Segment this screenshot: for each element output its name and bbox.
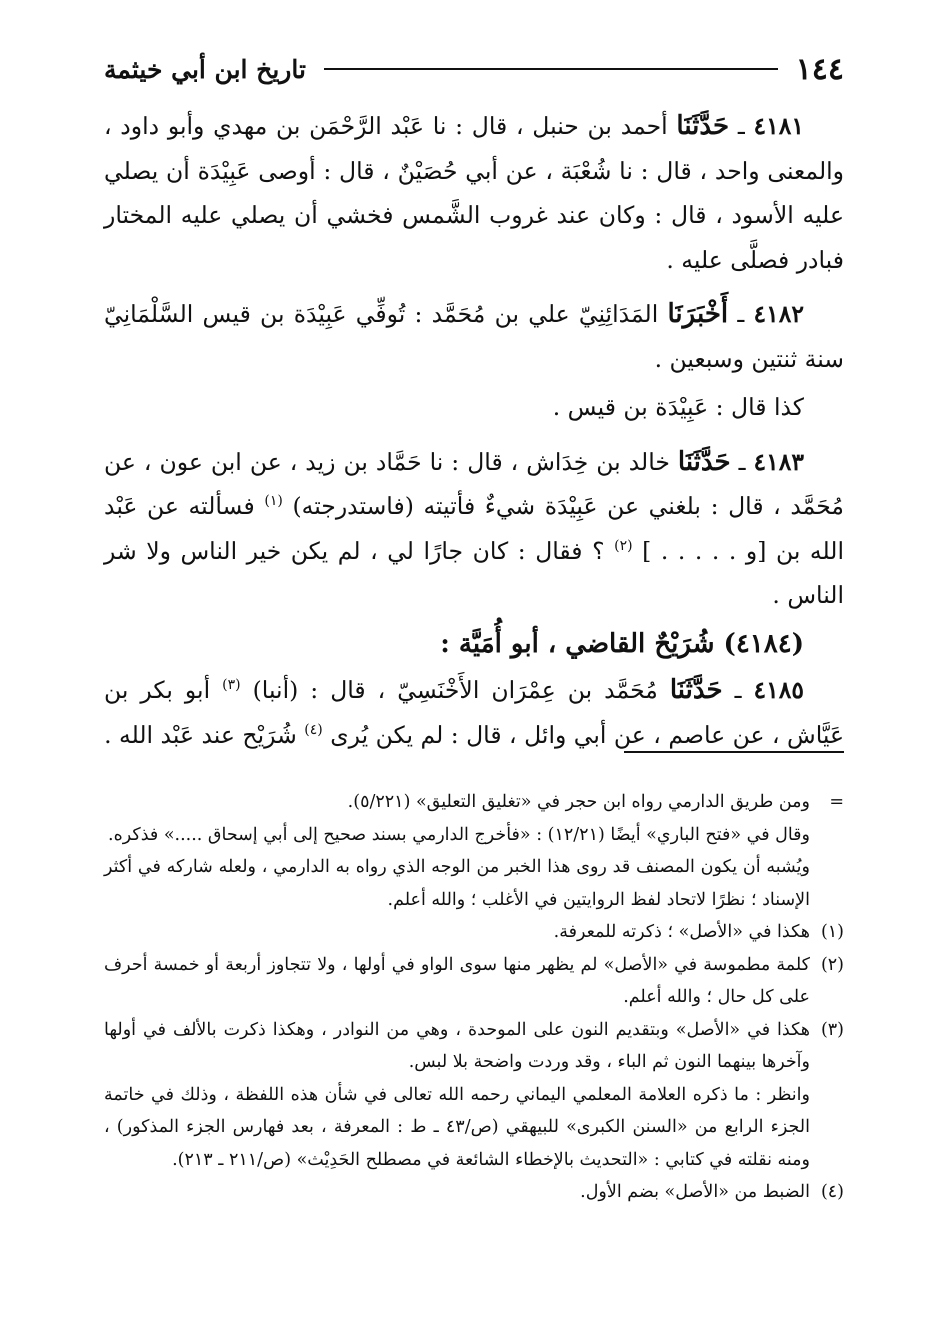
footnote-label: (٣) <box>820 1019 844 1040</box>
entry-keyword: حَدَّثَنَا <box>677 446 731 477</box>
entry-number: ٤١٨١ <box>753 112 804 140</box>
footnote-label: = <box>829 792 844 812</box>
footnote-text: هكذا في «الأصل» وبتقديم النون على الموحدة ، وهي من النوادر ، وهكذا ذكرت بالألف في أولها وآخرها بينهما النون ثم الباء ، وقد وردت واضحة بلا لبس. <box>104 1019 810 1072</box>
biography-heading: (٤١٨٤) شُرَيْحٌ القاضي ، أبو أُمَيَّة : <box>440 628 804 659</box>
entry-number: ٤١٨٢ <box>753 300 804 328</box>
footnote-label: (٤) <box>820 1182 844 1202</box>
main-text <box>104 104 844 767</box>
footnote-separator <box>624 751 844 753</box>
page-number: ١٤٤ <box>795 51 844 87</box>
footnote-text: وقال في «فتح الباري» أيضًا (١٢/٢١) : «فأخرج الدارمي بسند صحيح إلى أبي إسحاق .....» فذكره. <box>108 824 810 845</box>
entry-text: المَدَائِنِيّ علي بن مُحَمَّد : تُوفِّي عَبِيْدَة بن قيس السَّلْمَانِيّ سنة ثنتين وسبعين . <box>104 300 844 373</box>
footnote-text: وانظر : ما ذكره العلامة المعلمي اليماني رحمه الله تعالى في شأن هذه اللفظة ، وذلك في خاتمة الجزء الرابع من «السنن الكبرى» للبيهقي (ص/٤٣ ـ ط : المعرفة ، بعد فهارس الجزء المذكور) ، ومنه نقلته في كتابي : «التحديث بالإخطاء الشائعة في مصطلح الحَدِيْث» (ص/٢١١ ـ ٢١٣). <box>104 1084 811 1170</box>
footnote-label: (١) <box>820 922 844 942</box>
entry-text: خالد بن خِدَاش ، قال : نا حَمَّاد بن زيد ، عن ابن عون ، عن مُحَمَّد ، قال : بلغني عن عَبِيْدَة شيءٌ فأتيته (فاستدرجته) <box>104 447 845 520</box>
entry-number: ٤١٨٥ <box>753 676 804 704</box>
entry-text: فسألته عن عَبْد الله بن [و . . . . . ] <box>104 492 844 565</box>
dash: ـ <box>729 112 745 140</box>
entry-text: أبو بكر بن عَيَّاش ، عن عاصم ، عن أبي وائل ، قال : لم يكن يُرى <box>104 676 844 749</box>
footnote-text: ويُشبه أن يكون المصنف قد روى هذا الخبر من الوجه الذي رواه به الدارمي ، ولعله شاركه في أكثر الإسناد ؛ نظرًا لاتحاد لفظ الروايتين في الأغلب ؛ والله أعلم. <box>104 857 810 910</box>
footnote-ref: (٣) <box>222 677 241 694</box>
entry-text: كذا قال : عَبِيْدَة بن قيس . <box>552 393 804 421</box>
footnote-text: كلمة مطموسة في «الأصل» لم يظهر منها سوى الواو في أولها ، ولا تتجاوز أربعة أو خمسة أحرف على كل حال ؛ والله أعلم. <box>104 954 810 1007</box>
entry-4185 <box>104 668 844 757</box>
footnote-item <box>104 949 844 1014</box>
entry-keyword: حَدَّثَنَا <box>669 675 723 705</box>
entry-number: ٤١٨٣ <box>753 447 805 476</box>
footnote-ref: (٤) <box>304 721 323 738</box>
footnotes <box>104 786 844 1209</box>
entry-4181 <box>104 104 844 282</box>
footnote-text: ومن طريق الدارمي رواه ابن حجر في «تغليق التعليق» (٥/٢٢١). <box>347 792 810 812</box>
entry-text: ؟ فقال : كان جارًا لي ، لم يكن خير الناس ولا شر الناس . <box>104 536 844 609</box>
footnote-item <box>104 851 844 916</box>
dash: ـ <box>730 447 746 476</box>
entry-keyword: حَدَّثَنَا <box>676 111 730 141</box>
entry-text: مُحَمَّد بن عِمْرَان الأَخْنَسِيّ ، قال : (أنبا) <box>252 676 658 704</box>
footnote-item <box>104 916 844 949</box>
entry-keyword: أَخْبَرَنَا <box>667 299 729 329</box>
dash: ـ <box>728 300 745 328</box>
entry-text: شُرَيْح عند عَبْد الله . <box>104 720 297 749</box>
header-rule <box>324 68 778 70</box>
footnote-item <box>104 1176 844 1209</box>
footnote-label: (٢) <box>820 954 844 975</box>
dash: ـ <box>722 676 742 704</box>
footnote-item <box>104 1014 844 1079</box>
page-header <box>104 46 844 92</box>
footnote-ref: (٢) <box>614 537 633 554</box>
entry-text: أحمد بن حنبل ، قال : نا عَبْد الرَّحْمَن بن مهدي وأبو داود ، والمعنى واحد ، قال : نا شُعْبَة ، عن أبي حُصَيْنٌ ، قال : أوصى عَبِيْدَة أن يصلي عليه الأسود ، قال : وكان عند غروب الشَّمس فخشي أن يصلي عليه المختار فبادر فصلَّى عليه . <box>104 112 844 274</box>
entry-4182-note <box>104 385 844 430</box>
running-title: تاريخ ابن أبي خيثمة <box>104 54 306 84</box>
entry-4183 <box>104 440 844 618</box>
footnote-ref: (١) <box>264 493 283 510</box>
footnote-item <box>104 786 844 819</box>
footnote-item <box>104 819 844 852</box>
footnote-text: الضبط من «الأصل» بضم الأول. <box>580 1182 810 1202</box>
footnote-text: هكذا في «الأصل» ؛ ذكرته للمعرفة. <box>553 922 810 942</box>
entry-4182 <box>104 292 844 381</box>
footnote-item <box>104 1079 844 1177</box>
